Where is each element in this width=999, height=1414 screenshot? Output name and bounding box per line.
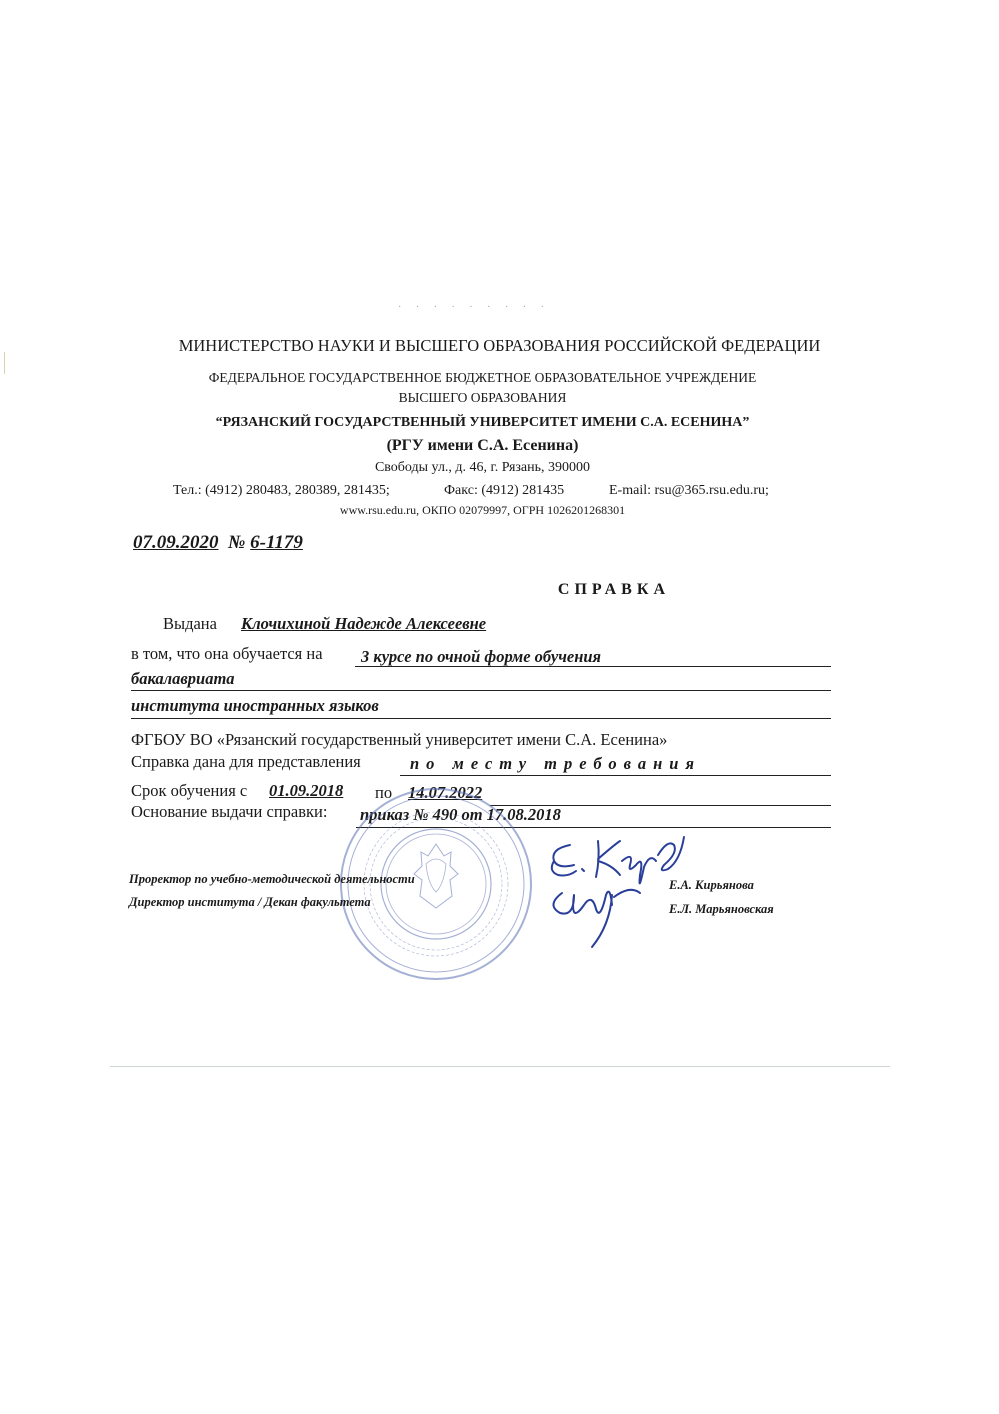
basis-value: приказ № 490 от 17.08.2018 xyxy=(360,805,561,824)
web-codes-line: www.rsu.edu.ru, ОКПО 02079997, ОГРН 1026201268301 xyxy=(339,503,626,517)
ministry-line: МИНИСТЕРСТВО НАУКИ И ВЫСШЕГО ОБРАЗОВАНИЯ РОССИЙСКОЙ ФЕДЕРАЦИИ xyxy=(178,336,821,355)
phone-line: Тел.: (4912) 280483, 280389, 281435; xyxy=(173,483,390,498)
signatory-name-2: Е.Л. Марьяновская xyxy=(669,902,774,916)
issued-to-name: Клочихиной Надежде Алексеевне xyxy=(241,614,487,633)
course-value: 3 курсе по очной форме обучения xyxy=(361,647,602,666)
purpose-value: по месту требования xyxy=(410,754,701,773)
document-title: СПРАВКА xyxy=(557,581,670,598)
signatory-name-1: Е.А. Кирьянова xyxy=(669,878,754,892)
institute-value: института иностранных языков xyxy=(131,696,379,715)
period-to: 14.07.2022 xyxy=(408,783,483,802)
institution-type-line-1: ФЕДЕРАЛЬНОЕ ГОСУДАРСТВЕННОЕ БЮДЖЕТНОЕ ОБРАЗОВАТЕЛЬНОЕ УЧРЕЖДЕНИЕ xyxy=(208,370,757,385)
registration-number-sign: № xyxy=(228,532,246,553)
purpose-underline xyxy=(400,775,831,776)
level-underline xyxy=(131,690,831,691)
dotted-mark: · · · · · · · · · xyxy=(398,302,550,313)
signature-role-director: Директор института / Декан факультета xyxy=(129,895,371,909)
period-to-label: по xyxy=(375,783,393,802)
university-name: “РЯЗАНСКИЙ ГОСУДАРСТВЕННЫЙ УНИВЕРСИТЕТ ИМЕНИ С.А. ЕСЕНИНА” xyxy=(215,415,750,430)
institution-type-line-2: ВЫСШЕГО ОБРАЗОВАНИЯ xyxy=(398,390,567,405)
university-line: ФГБОУ ВО «Рязанский государственный университет имени С.А. Есенина» xyxy=(131,730,668,749)
address-line: Свободы ул., д. 46, г. Рязань, 390000 xyxy=(374,460,591,475)
university-short-name: (РГУ имени С.А. Есенина) xyxy=(386,437,579,454)
signature-role-prorector: Проректор по учебно-методической деятельности xyxy=(129,872,415,886)
registration-date: 07.09.2020 xyxy=(133,532,219,553)
registration-line xyxy=(133,532,303,554)
fax-line: Факс: (4912) 281435 xyxy=(444,483,565,498)
registration-number: 6-1179 xyxy=(250,532,303,553)
institute-underline xyxy=(131,718,831,719)
level-value: бакалавриата xyxy=(131,669,235,688)
basis-label: Основание выдачи справки: xyxy=(131,802,328,821)
period-label: Срок обучения с xyxy=(131,781,248,800)
email-line: E-mail: rsu@365.rsu.edu.ru; xyxy=(609,483,769,498)
study-label: в том, что она обучается на xyxy=(131,644,323,663)
issued-label: Выдана xyxy=(163,614,217,633)
course-underline xyxy=(355,666,831,667)
scan-edge-line xyxy=(110,1066,890,1067)
period-from: 01.09.2018 xyxy=(269,781,344,800)
purpose-label: Справка дана для представления xyxy=(131,752,361,771)
